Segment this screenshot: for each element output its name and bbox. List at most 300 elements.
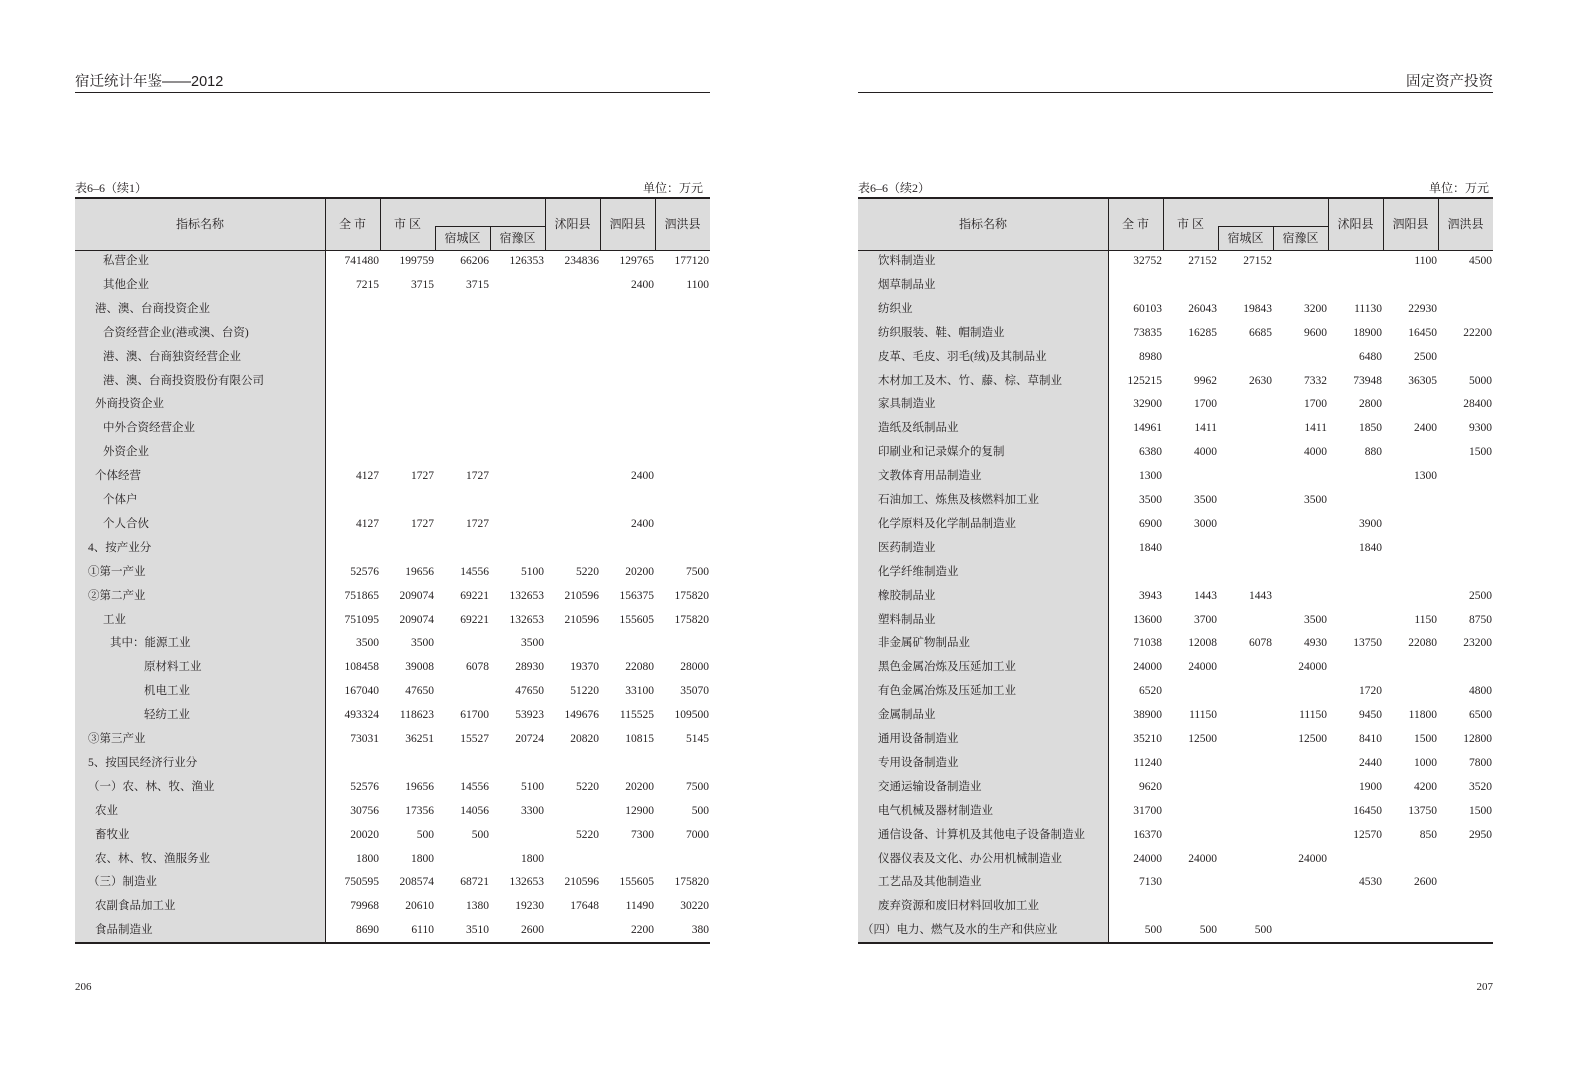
table-row — [75, 322, 710, 346]
cell-quanshi: 1800 — [356, 852, 379, 865]
cell-suyu: 4930 — [1304, 637, 1327, 650]
cell-siyang: 7300 — [631, 828, 654, 841]
row-label: 仪器仪表及文化、办公用机械制造业 — [878, 852, 1062, 865]
cell-suyu: 5100 — [521, 565, 544, 578]
table-row — [75, 441, 710, 465]
table-row — [858, 800, 1493, 824]
row-label: 工业 — [103, 613, 126, 626]
cell-sihong: 22200 — [1463, 326, 1492, 339]
cell-quanshi: 60103 — [1133, 302, 1162, 315]
header-quanshi: 全 市 — [1121, 217, 1149, 231]
cell-quanshi: 52576 — [350, 780, 379, 793]
cell-sihong: 23200 — [1463, 637, 1492, 650]
cell-sucheng: 3510 — [466, 924, 489, 937]
cell-shiqu: 3715 — [411, 278, 434, 291]
cell-quanshi: 1840 — [1139, 541, 1162, 554]
row-label: 外资企业 — [103, 446, 149, 459]
cell-sucheng: 1443 — [1249, 589, 1272, 602]
cell-shuyang: 5220 — [576, 565, 599, 578]
table-row — [75, 728, 710, 752]
cell-shuyang: 6480 — [1359, 350, 1382, 363]
cell-shuyang: 13750 — [1353, 637, 1382, 650]
cell-suyu: 7332 — [1304, 374, 1327, 387]
table-row — [858, 680, 1493, 704]
cell-suyu: 132653 — [509, 613, 544, 626]
cell-sucheng: 15527 — [460, 733, 489, 745]
header-sihong: 泗洪县 — [664, 217, 701, 231]
table-row — [858, 848, 1493, 872]
table-row — [75, 561, 710, 585]
cell-sucheng: 68721 — [460, 876, 489, 889]
cell-quanshi: 73031 — [350, 733, 379, 745]
cell-shuyang: 1720 — [1359, 685, 1382, 698]
cell-siyang: 12900 — [625, 804, 654, 817]
row-label: 橡胶制品业 — [878, 589, 936, 602]
cell-quanshi: 1300 — [1139, 470, 1162, 483]
row-label: （三）制造业 — [88, 876, 157, 889]
data-table — [75, 198, 710, 943]
table-row — [858, 441, 1493, 465]
header-shuyang: 沭阳县 — [1337, 217, 1374, 231]
table-row — [858, 298, 1493, 322]
row-label: 5、按国民经济行业分 — [88, 756, 198, 769]
cell-shiqu: 24000 — [1188, 852, 1217, 865]
table-column-rule — [490, 226, 491, 250]
cell-sucheng: 3715 — [466, 278, 489, 291]
cell-sihong: 9300 — [1469, 422, 1492, 435]
cell-suyu: 11150 — [1299, 709, 1327, 722]
table-row — [75, 919, 710, 943]
cell-shiqu: 17356 — [405, 804, 434, 817]
row-label: ②第二产业 — [88, 589, 146, 602]
cell-sucheng: 69221 — [460, 613, 489, 626]
cell-shuyang: 5220 — [576, 828, 599, 841]
cell-shiqu: 3500 — [411, 637, 434, 650]
cell-sihong: 109500 — [674, 709, 709, 722]
table-row — [75, 417, 710, 441]
table-row — [858, 585, 1493, 609]
cell-siyang: 33100 — [625, 685, 654, 698]
cell-suyu: 3300 — [521, 804, 544, 817]
cell-quanshi: 4127 — [356, 517, 379, 530]
cell-suyu: 132653 — [509, 876, 544, 889]
cell-sucheng: 14556 — [460, 565, 489, 578]
cell-sucheng: 1380 — [466, 900, 489, 913]
cell-sihong: 7500 — [686, 565, 709, 578]
cell-sucheng: 500 — [1254, 924, 1272, 937]
row-label: 化学纤维制造业 — [878, 565, 959, 578]
cell-sihong: 380 — [691, 924, 709, 937]
table-caption: 表6–6（续1） — [75, 181, 148, 195]
page-number: 207 — [1476, 981, 1493, 993]
cell-shiqu: 20610 — [405, 900, 434, 913]
row-label: 废弃资源和废旧材料回收加工业 — [878, 900, 1039, 913]
row-label: 个人合伙 — [103, 517, 149, 530]
table-row — [75, 465, 710, 489]
cell-shiqu: 39008 — [405, 661, 434, 674]
cell-quanshi: 32752 — [1133, 255, 1162, 267]
row-label: 非金属矿物制品业 — [878, 637, 970, 650]
cell-siyang: 2400 — [631, 278, 654, 291]
header-rule — [75, 92, 710, 93]
cell-sucheng: 6078 — [1249, 637, 1272, 650]
cell-shiqu: 26043 — [1188, 302, 1217, 315]
row-label: 食品制造业 — [95, 924, 153, 937]
header-sucheng: 宿城区 — [444, 231, 481, 245]
row-label: 黑色金属冶炼及压延加工业 — [878, 661, 1016, 674]
cell-quanshi: 35210 — [1133, 733, 1162, 745]
cell-quanshi: 6380 — [1139, 446, 1162, 459]
cell-siyang: 1500 — [1414, 733, 1437, 745]
page-number: 206 — [75, 981, 92, 993]
cell-siyang: 11800 — [1408, 709, 1437, 722]
cell-suyu: 1700 — [1304, 398, 1327, 411]
header-sucheng: 宿城区 — [1227, 231, 1264, 245]
row-label: 木材加工及木、竹、藤、棕、草制业 — [878, 374, 1062, 387]
row-label: 轻纺工业 — [144, 709, 190, 722]
cell-suyu: 126353 — [509, 255, 544, 267]
cell-sucheng: 19843 — [1243, 302, 1272, 315]
cell-sucheng: 1727 — [466, 470, 489, 483]
cell-sihong: 7800 — [1469, 756, 1492, 769]
table-row — [858, 895, 1493, 919]
header-suyu: 宿豫区 — [1282, 231, 1319, 245]
cell-suyu: 3200 — [1304, 302, 1327, 315]
cell-quanshi: 14961 — [1133, 422, 1162, 435]
cell-suyu: 47650 — [515, 685, 544, 698]
cell-quanshi: 3500 — [356, 637, 379, 650]
cell-shiqu: 11150 — [1189, 709, 1217, 722]
row-label: 其中：能源工业 — [110, 637, 191, 650]
table-row — [858, 393, 1493, 417]
cell-quanshi: 493324 — [344, 709, 379, 722]
cell-shiqu: 27152 — [1188, 255, 1217, 267]
table-row — [858, 824, 1493, 848]
cell-shiqu: 199759 — [399, 255, 434, 267]
cell-sucheng: 6078 — [466, 661, 489, 674]
cell-shuyang: 2800 — [1359, 398, 1382, 411]
cell-sihong: 8750 — [1469, 613, 1492, 626]
row-label: 文教体育用品制造业 — [878, 470, 982, 483]
cell-suyu: 28930 — [515, 661, 544, 674]
cell-siyang: 155605 — [619, 613, 654, 626]
table-caption: 表6–6（续2） — [858, 181, 931, 195]
cell-quanshi: 751095 — [344, 613, 379, 626]
table-unit: 单位：万元 — [642, 181, 703, 195]
cell-siyang: 22930 — [1408, 302, 1437, 315]
cell-sucheng: 1727 — [466, 517, 489, 530]
row-label: 有色金属冶炼及压延加工业 — [878, 685, 1016, 698]
cell-shuyang: 149676 — [564, 709, 599, 722]
cell-sihong: 1500 — [1469, 446, 1492, 459]
cell-siyang: 22080 — [625, 661, 654, 674]
cell-suyu: 5100 — [521, 780, 544, 793]
row-label: 中外合资经营企业 — [103, 422, 195, 435]
cell-shiqu: 4000 — [1194, 446, 1217, 459]
cell-siyang: 850 — [1419, 828, 1437, 841]
row-label: 家具制造业 — [878, 398, 936, 411]
cell-shiqu: 12008 — [1188, 637, 1217, 650]
cell-siyang: 1300 — [1414, 470, 1437, 483]
cell-shiqu: 3000 — [1194, 517, 1217, 530]
header-quanshi: 全 市 — [338, 217, 366, 231]
table-row — [858, 346, 1493, 370]
table-column-rule — [1163, 198, 1164, 250]
table-row — [75, 752, 710, 776]
table-row — [858, 656, 1493, 680]
cell-sucheng: 6685 — [1249, 326, 1272, 339]
cell-shiqu: 9962 — [1194, 374, 1217, 387]
cell-sucheng: 14056 — [460, 804, 489, 817]
cell-shuyang: 9450 — [1359, 709, 1382, 722]
cell-shuyang: 4530 — [1359, 876, 1382, 889]
cell-shiqu: 16285 — [1188, 326, 1217, 339]
row-label: 港、澳、台商投资股份有限公司 — [103, 374, 264, 387]
cell-suyu: 20724 — [515, 733, 544, 745]
cell-shuyang: 3900 — [1359, 517, 1382, 530]
row-label: 农业 — [95, 804, 118, 817]
table-column-rule — [380, 198, 381, 250]
cell-quanshi: 20020 — [350, 828, 379, 841]
cell-quanshi: 32900 — [1133, 398, 1162, 411]
cell-sihong: 3520 — [1469, 780, 1492, 793]
header-suyu: 宿豫区 — [499, 231, 536, 245]
header-siyang: 泗阳县 — [609, 217, 646, 231]
cell-shuyang: 1850 — [1359, 422, 1382, 435]
table-row — [75, 489, 710, 513]
row-label: （一）农、林、牧、渔业 — [88, 780, 215, 793]
cell-siyang: 1150 — [1414, 613, 1437, 626]
cell-sucheng: 2630 — [1249, 374, 1272, 387]
row-label: 工艺品及其他制造业 — [878, 876, 982, 889]
table-row — [75, 656, 710, 680]
cell-quanshi: 500 — [1144, 924, 1162, 937]
header-rule — [858, 92, 1493, 93]
cell-sucheng: 27152 — [1243, 255, 1272, 267]
table-column-rule — [545, 198, 546, 250]
table-row — [75, 800, 710, 824]
row-label: 私营企业 — [103, 255, 149, 267]
cell-shuyang: 5220 — [576, 780, 599, 793]
cell-quanshi: 741480 — [344, 255, 379, 267]
cell-shiqu: 1411 — [1194, 422, 1217, 435]
table-row — [858, 561, 1493, 585]
cell-sihong: 4500 — [1469, 255, 1492, 267]
table-top-rule — [858, 197, 1493, 199]
table-row — [858, 704, 1493, 728]
row-label: 其他企业 — [103, 278, 149, 291]
table-column-rule — [1438, 198, 1439, 250]
cell-shuyang: 1900 — [1359, 780, 1382, 793]
cell-quanshi: 7130 — [1139, 876, 1162, 889]
cell-siyang: 1000 — [1414, 756, 1437, 769]
table-row — [858, 274, 1493, 298]
cell-quanshi: 71038 — [1133, 637, 1162, 650]
table-row — [858, 537, 1493, 561]
cell-siyang: 1100 — [1414, 255, 1437, 267]
cell-sihong: 2950 — [1469, 828, 1492, 841]
cell-shuyang: 12570 — [1353, 828, 1382, 841]
running-head: 固定资产投资 — [1406, 74, 1493, 90]
cell-sihong: 7500 — [686, 780, 709, 793]
cell-suyu: 3500 — [1304, 613, 1327, 626]
row-label: 港、澳、台商独资经营企业 — [103, 350, 241, 363]
cell-suyu: 1411 — [1304, 422, 1327, 435]
cell-sihong: 6500 — [1469, 709, 1492, 722]
cell-siyang: 20200 — [625, 565, 654, 578]
cell-suyu: 53923 — [515, 709, 544, 722]
cell-quanshi: 24000 — [1133, 661, 1162, 674]
cell-quanshi: 16370 — [1133, 828, 1162, 841]
table-row — [858, 632, 1493, 656]
row-label: 交通运输设备制造业 — [878, 780, 982, 793]
cell-shiqu: 3700 — [1194, 613, 1217, 626]
row-label: 皮革、毛皮、羽毛(绒)及其制品业 — [878, 350, 1047, 363]
cell-quanshi: 751865 — [344, 589, 379, 602]
cell-siyang: 11490 — [625, 900, 654, 913]
cell-sihong: 1500 — [1469, 804, 1492, 817]
cell-suyu: 1800 — [521, 852, 544, 865]
cell-sihong: 175820 — [674, 613, 709, 626]
row-label: 金属制品业 — [878, 709, 936, 722]
row-label: 烟草制品业 — [878, 278, 936, 291]
left-page — [75, 0, 710, 1077]
cell-shiqu: 1700 — [1194, 398, 1217, 411]
cell-quanshi: 6900 — [1139, 517, 1162, 530]
table-row — [858, 513, 1493, 537]
table-row — [858, 417, 1493, 441]
table-row — [75, 895, 710, 919]
cell-sihong: 5000 — [1469, 374, 1492, 387]
cell-quanshi: 9620 — [1139, 780, 1162, 793]
row-label: 纺织业 — [878, 302, 913, 315]
table-row — [858, 489, 1493, 513]
cell-shiqu: 19656 — [405, 780, 434, 793]
cell-shuyang: 18900 — [1353, 326, 1382, 339]
table-row — [858, 871, 1493, 895]
row-label: 化学原料及化学制品制造业 — [878, 517, 1016, 530]
cell-siyang: 16450 — [1408, 326, 1437, 339]
cell-suyu: 4000 — [1304, 446, 1327, 459]
cell-shuyang: 880 — [1364, 446, 1382, 459]
table-row — [75, 298, 710, 322]
row-label: 港、澳、台商投资企业 — [95, 302, 210, 315]
cell-siyang: 129765 — [619, 255, 654, 267]
cell-sihong: 28000 — [680, 661, 709, 674]
cell-quanshi: 30756 — [350, 804, 379, 817]
row-label: ①第一产业 — [88, 565, 146, 578]
row-label: 原材料工业 — [144, 661, 202, 674]
header-indicator-name: 指标名称 — [958, 217, 1007, 231]
cell-sihong: 35070 — [680, 685, 709, 698]
row-label: 畜牧业 — [95, 828, 130, 841]
cell-sihong: 5145 — [686, 733, 709, 745]
table-row — [858, 465, 1493, 489]
cell-quanshi: 6520 — [1139, 685, 1162, 698]
cell-shuyang: 11130 — [1354, 302, 1382, 315]
cell-shuyang: 16450 — [1353, 804, 1382, 817]
row-label: 农副食品加工业 — [95, 900, 176, 913]
row-label: 纺织服装、鞋、帽制造业 — [878, 326, 1005, 339]
row-label: 通用设备制造业 — [878, 733, 959, 745]
cell-shiqu: 500 — [1199, 924, 1217, 937]
cell-siyang: 10815 — [625, 733, 654, 745]
running-head: 宿迁统计年鉴——2012 — [75, 74, 224, 90]
row-label: 外商投资企业 — [95, 398, 164, 411]
cell-shuyang: 19370 — [570, 661, 599, 674]
table-row — [858, 609, 1493, 633]
cell-quanshi: 8980 — [1139, 350, 1162, 363]
cell-shuyang: 73948 — [1353, 374, 1382, 387]
cell-quanshi: 8690 — [356, 924, 379, 937]
table-column-rule — [600, 198, 601, 250]
cell-suyu: 9600 — [1304, 326, 1327, 339]
cell-shuyang: 234836 — [564, 255, 599, 267]
table-row — [75, 250, 710, 274]
header-shiqu: 市 区 — [393, 217, 421, 231]
cell-sihong: 4800 — [1469, 685, 1492, 698]
table-row — [858, 250, 1493, 274]
cell-sucheng: 500 — [471, 828, 489, 841]
cell-shiqu: 209074 — [399, 613, 434, 626]
cell-sucheng: 66206 — [460, 255, 489, 267]
table-row — [858, 752, 1493, 776]
row-label: 电气机械及器材制造业 — [878, 804, 993, 817]
cell-quanshi: 3500 — [1139, 494, 1162, 506]
table-row — [75, 680, 710, 704]
cell-shiqu: 1727 — [411, 517, 434, 530]
cell-siyang: 4200 — [1414, 780, 1437, 793]
table-row — [75, 585, 710, 609]
cell-quanshi: 750595 — [344, 876, 379, 889]
cell-siyang: 20200 — [625, 780, 654, 793]
cell-shiqu: 3500 — [1194, 494, 1217, 506]
row-label: 专用设备制造业 — [878, 756, 959, 769]
cell-siyang: 2200 — [631, 924, 654, 937]
cell-siyang: 156375 — [619, 589, 654, 602]
cell-siyang: 115525 — [619, 709, 654, 722]
row-label: 饮料制造业 — [878, 255, 936, 267]
cell-quanshi: 108458 — [344, 661, 379, 674]
table-column-rule — [435, 226, 436, 250]
cell-siyang: 2400 — [631, 470, 654, 483]
cell-shuyang: 1840 — [1359, 541, 1382, 554]
row-label: 造纸及纸制品业 — [878, 422, 959, 435]
cell-shiqu: 1800 — [411, 852, 434, 865]
header-shiqu: 市 区 — [1176, 217, 1204, 231]
data-table — [858, 198, 1493, 943]
cell-suyu: 12500 — [1298, 733, 1327, 745]
table-row — [75, 346, 710, 370]
cell-quanshi: 31700 — [1133, 804, 1162, 817]
row-label: 医药制造业 — [878, 541, 936, 554]
cell-shiqu: 209074 — [399, 589, 434, 602]
table-row — [858, 919, 1493, 943]
cell-sihong: 28400 — [1463, 398, 1492, 411]
cell-suyu: 132653 — [509, 589, 544, 602]
cell-suyu: 2600 — [521, 924, 544, 937]
cell-sihong: 1100 — [686, 278, 709, 291]
table-row — [75, 370, 710, 394]
row-label: 农、林、牧、渔服务业 — [95, 852, 210, 865]
cell-shiqu: 6110 — [411, 924, 434, 937]
cell-suyu: 3500 — [1304, 494, 1327, 506]
cell-quanshi: 79968 — [350, 900, 379, 913]
cell-shiqu: 500 — [416, 828, 434, 841]
table-top-rule — [75, 197, 710, 199]
cell-quanshi: 4127 — [356, 470, 379, 483]
table-row — [75, 848, 710, 872]
